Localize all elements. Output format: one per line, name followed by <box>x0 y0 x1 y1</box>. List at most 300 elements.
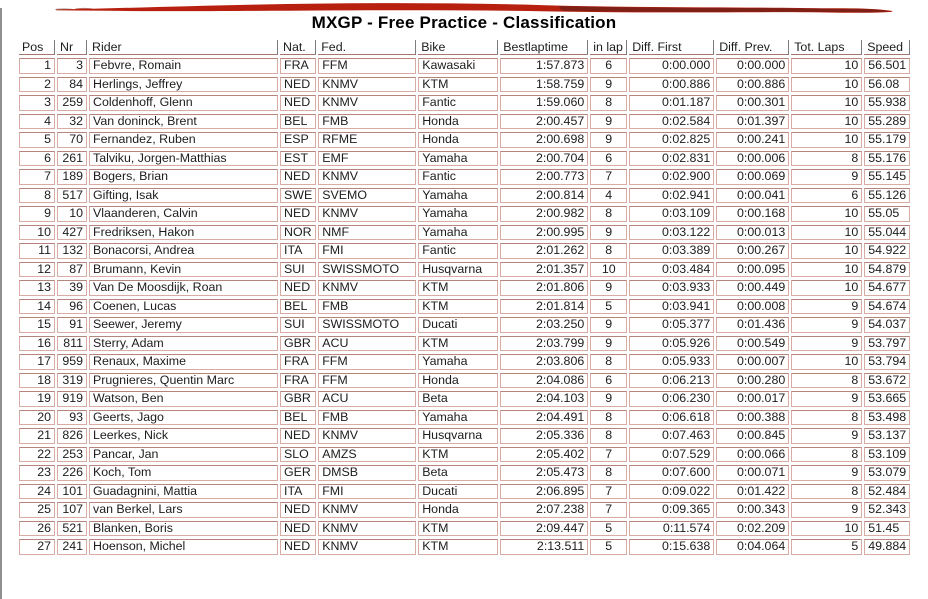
table-row <box>19 521 910 537</box>
cell-nr: 91 <box>57 317 87 333</box>
cell-bike: Yamaha <box>418 151 498 167</box>
cell-speed: 56.08 <box>864 77 910 93</box>
cell-bestlaptime: 2:04.491 <box>500 410 588 426</box>
cell-rider: Pancar, Jan <box>89 447 278 463</box>
cell-speed: 55.289 <box>864 114 910 130</box>
cell-diff_prev: 0:00.000 <box>716 58 789 74</box>
cell-rider: Geerts, Jago <box>89 410 278 426</box>
cell-nr: 10 <box>57 206 87 222</box>
cell-pos: 11 <box>19 243 55 259</box>
table-row <box>19 465 910 481</box>
cell-fed: FFM <box>318 354 416 370</box>
table-row <box>19 169 910 185</box>
cell-rider: Febvre, Romain <box>89 58 278 74</box>
cell-in_lap: 9 <box>590 317 627 333</box>
cell-tot_laps: 10 <box>791 280 862 296</box>
cell-diff_prev: 0:00.066 <box>716 447 789 463</box>
column-header-fed: Fed. <box>318 40 416 55</box>
cell-tot_laps: 8 <box>791 484 862 500</box>
cell-nr: 87 <box>57 262 87 278</box>
cell-pos: 3 <box>19 95 55 111</box>
cell-diff_prev: 0:00.017 <box>716 391 789 407</box>
cell-pos: 26 <box>19 521 55 537</box>
cell-bestlaptime: 2:01.357 <box>500 262 588 278</box>
cell-fed: KNMV <box>318 539 416 555</box>
cell-rider: Bonacorsi, Andrea <box>89 243 278 259</box>
cell-pos: 22 <box>19 447 55 463</box>
cell-bestlaptime: 2:03.799 <box>500 336 588 352</box>
cell-speed: 54.922 <box>864 243 910 259</box>
cell-rider: Koch, Tom <box>89 465 278 481</box>
table-row <box>19 484 910 500</box>
cell-nat: BEL <box>280 410 316 426</box>
cell-in_lap: 8 <box>590 243 627 259</box>
cell-bestlaptime: 2:05.473 <box>500 465 588 481</box>
cell-bike: Yamaha <box>418 410 498 426</box>
column-header-diff_prev: Diff. Prev. <box>716 40 789 55</box>
cell-nr: 93 <box>57 410 87 426</box>
cell-diff_first: 0:02.831 <box>629 151 714 167</box>
cell-tot_laps: 8 <box>791 151 862 167</box>
cell-diff_prev: 0:00.006 <box>716 151 789 167</box>
cell-diff_prev: 0:01.422 <box>716 484 789 500</box>
cell-speed: 52.484 <box>864 484 910 500</box>
cell-tot_laps: 8 <box>791 410 862 426</box>
cell-bestlaptime: 1:58.759 <box>500 77 588 93</box>
cell-in_lap: 8 <box>590 465 627 481</box>
cell-nat: FRA <box>280 58 316 74</box>
cell-nat: SLO <box>280 447 316 463</box>
cell-diff_prev: 0:00.301 <box>716 95 789 111</box>
cell-tot_laps: 10 <box>791 58 862 74</box>
cell-fed: AMZS <box>318 447 416 463</box>
cell-diff_prev: 0:00.449 <box>716 280 789 296</box>
cell-nat: EST <box>280 151 316 167</box>
cell-diff_first: 0:03.122 <box>629 225 714 241</box>
cell-bestlaptime: 2:01.806 <box>500 280 588 296</box>
cell-speed: 56.501 <box>864 58 910 74</box>
cell-diff_prev: 0:00.041 <box>716 188 789 204</box>
cell-tot_laps: 9 <box>791 465 862 481</box>
cell-bike: KTM <box>418 447 498 463</box>
cell-bike: Honda <box>418 502 498 518</box>
cell-diff_prev: 0:00.071 <box>716 465 789 481</box>
cell-diff_first: 0:06.230 <box>629 391 714 407</box>
cell-nr: 919 <box>57 391 87 407</box>
cell-in_lap: 8 <box>590 95 627 111</box>
table-row <box>19 336 910 352</box>
cell-in_lap: 9 <box>590 114 627 130</box>
cell-diff_first: 0:05.933 <box>629 354 714 370</box>
cell-nat: NED <box>280 169 316 185</box>
cell-bestlaptime: 2:00.457 <box>500 114 588 130</box>
cell-nat: FRA <box>280 373 316 389</box>
cell-nr: 427 <box>57 225 87 241</box>
cell-nr: 521 <box>57 521 87 537</box>
cell-speed: 54.677 <box>864 280 910 296</box>
cell-in_lap: 9 <box>590 336 627 352</box>
cell-diff_first: 0:03.109 <box>629 206 714 222</box>
cell-tot_laps: 9 <box>791 336 862 352</box>
table-row <box>19 188 910 204</box>
cell-diff_first: 0:09.365 <box>629 502 714 518</box>
cell-diff_first: 0:03.933 <box>629 280 714 296</box>
cell-diff_prev: 0:00.168 <box>716 206 789 222</box>
cell-tot_laps: 10 <box>791 77 862 93</box>
cell-bike: Husqvarna <box>418 428 498 444</box>
cell-nr: 261 <box>57 151 87 167</box>
cell-nat: NOR <box>280 225 316 241</box>
cell-nr: 84 <box>57 77 87 93</box>
cell-nr: 32 <box>57 114 87 130</box>
cell-speed: 51.45 <box>864 521 910 537</box>
cell-bestlaptime: 2:00.773 <box>500 169 588 185</box>
cell-speed: 49.884 <box>864 539 910 555</box>
cell-diff_first: 0:15.638 <box>629 539 714 555</box>
table-row <box>19 410 910 426</box>
cell-fed: FMI <box>318 243 416 259</box>
cell-diff_first: 0:07.600 <box>629 465 714 481</box>
cell-pos: 24 <box>19 484 55 500</box>
table-row <box>19 280 910 296</box>
cell-bestlaptime: 2:03.806 <box>500 354 588 370</box>
cell-pos: 23 <box>19 465 55 481</box>
cell-bike: KTM <box>418 521 498 537</box>
cell-tot_laps: 9 <box>791 299 862 315</box>
cell-pos: 17 <box>19 354 55 370</box>
cell-fed: KNMV <box>318 428 416 444</box>
cell-nr: 319 <box>57 373 87 389</box>
cell-nat: GBR <box>280 336 316 352</box>
cell-rider: Coenen, Lucas <box>89 299 278 315</box>
cell-fed: FMB <box>318 299 416 315</box>
cell-fed: KNMV <box>318 95 416 111</box>
cell-nat: BEL <box>280 299 316 315</box>
cell-speed: 55.044 <box>864 225 910 241</box>
cell-tot_laps: 9 <box>791 502 862 518</box>
cell-nr: 226 <box>57 465 87 481</box>
cell-nat: NED <box>280 95 316 111</box>
cell-in_lap: 8 <box>590 410 627 426</box>
cell-tot_laps: 9 <box>791 428 862 444</box>
cell-speed: 54.879 <box>864 262 910 278</box>
table-row <box>19 58 910 74</box>
table-row <box>19 539 910 555</box>
column-header-in_lap: in lap <box>590 40 627 55</box>
cell-rider: Seewer, Jeremy <box>89 317 278 333</box>
cell-fed: DMSB <box>318 465 416 481</box>
cell-pos: 8 <box>19 188 55 204</box>
column-header-nat: Nat. <box>280 40 316 55</box>
cell-speed: 53.109 <box>864 447 910 463</box>
cell-diff_first: 0:03.941 <box>629 299 714 315</box>
cell-in_lap: 6 <box>590 373 627 389</box>
cell-pos: 7 <box>19 169 55 185</box>
cell-fed: FMI <box>318 484 416 500</box>
cell-speed: 53.079 <box>864 465 910 481</box>
cell-rider: Hoenson, Michel <box>89 539 278 555</box>
table-row <box>19 373 910 389</box>
cell-pos: 21 <box>19 428 55 444</box>
table-row <box>19 299 910 315</box>
cell-speed: 55.938 <box>864 95 910 111</box>
cell-speed: 53.137 <box>864 428 910 444</box>
cell-nr: 96 <box>57 299 87 315</box>
cell-pos: 13 <box>19 280 55 296</box>
cell-diff_prev: 0:00.095 <box>716 262 789 278</box>
cell-bike: Fantic <box>418 169 498 185</box>
cell-bike: KTM <box>418 299 498 315</box>
table-row <box>19 447 910 463</box>
table-row <box>19 354 910 370</box>
cell-bike: KTM <box>418 280 498 296</box>
page-title: MXGP - Free Practice - Classification <box>311 13 617 32</box>
cell-nat: SUI <box>280 262 316 278</box>
cell-diff_prev: 0:02.209 <box>716 521 789 537</box>
cell-pos: 9 <box>19 206 55 222</box>
cell-fed: ACU <box>318 391 416 407</box>
cell-diff_prev: 0:00.267 <box>716 243 789 259</box>
cell-diff_first: 0:02.825 <box>629 132 714 148</box>
cell-fed: ACU <box>318 336 416 352</box>
cell-speed: 54.674 <box>864 299 910 315</box>
cell-diff_prev: 0:00.013 <box>716 225 789 241</box>
cell-nat: NED <box>280 428 316 444</box>
cell-in_lap: 7 <box>590 484 627 500</box>
cell-nr: 959 <box>57 354 87 370</box>
cell-diff_first: 0:02.584 <box>629 114 714 130</box>
cell-rider: Gifting, Isak <box>89 188 278 204</box>
cell-pos: 18 <box>19 373 55 389</box>
cell-diff_first: 0:03.484 <box>629 262 714 278</box>
cell-in_lap: 7 <box>590 447 627 463</box>
table-row <box>19 317 910 333</box>
cell-fed: KNMV <box>318 206 416 222</box>
cell-fed: KNMV <box>318 521 416 537</box>
cell-bestlaptime: 2:00.982 <box>500 206 588 222</box>
cell-fed: FFM <box>318 373 416 389</box>
cell-diff_first: 0:00.000 <box>629 58 714 74</box>
cell-bike: Ducati <box>418 317 498 333</box>
cell-nat: NED <box>280 77 316 93</box>
cell-fed: RFME <box>318 132 416 148</box>
cell-bestlaptime: 2:01.262 <box>500 243 588 259</box>
cell-speed: 52.343 <box>864 502 910 518</box>
cell-fed: FMB <box>318 114 416 130</box>
cell-tot_laps: 8 <box>791 447 862 463</box>
cell-bike: Ducati <box>418 484 498 500</box>
cell-bestlaptime: 2:05.402 <box>500 447 588 463</box>
table-row <box>19 206 910 222</box>
cell-diff_prev: 0:00.007 <box>716 354 789 370</box>
cell-rider: Prugnieres, Quentin Marc <box>89 373 278 389</box>
cell-bike: Beta <box>418 465 498 481</box>
cell-bestlaptime: 2:00.995 <box>500 225 588 241</box>
cell-pos: 19 <box>19 391 55 407</box>
cell-speed: 55.126 <box>864 188 910 204</box>
cell-pos: 6 <box>19 151 55 167</box>
cell-nat: BEL <box>280 114 316 130</box>
cell-bestlaptime: 2:00.698 <box>500 132 588 148</box>
cell-in_lap: 7 <box>590 502 627 518</box>
cell-pos: 14 <box>19 299 55 315</box>
cell-tot_laps: 10 <box>791 95 862 111</box>
column-header-tot_laps: Tot. Laps <box>791 40 862 55</box>
cell-pos: 2 <box>19 77 55 93</box>
cell-tot_laps: 9 <box>791 391 862 407</box>
cell-bestlaptime: 2:09.447 <box>500 521 588 537</box>
cell-bike: Beta <box>418 391 498 407</box>
cell-in_lap: 5 <box>590 521 627 537</box>
cell-diff_first: 0:03.389 <box>629 243 714 259</box>
cell-rider: Fredriksen, Hakon <box>89 225 278 241</box>
cell-rider: Herlings, Jeffrey <box>89 77 278 93</box>
table-row <box>19 77 910 93</box>
cell-in_lap: 6 <box>590 151 627 167</box>
table-row <box>19 428 910 444</box>
cell-nr: 189 <box>57 169 87 185</box>
cell-nr: 132 <box>57 243 87 259</box>
cell-in_lap: 4 <box>590 188 627 204</box>
cell-pos: 5 <box>19 132 55 148</box>
cell-diff_prev: 0:04.064 <box>716 539 789 555</box>
table-header-row <box>19 40 910 55</box>
cell-diff_first: 0:01.187 <box>629 95 714 111</box>
cell-nat: SUI <box>280 317 316 333</box>
cell-in_lap: 8 <box>590 428 627 444</box>
cell-diff_first: 0:09.022 <box>629 484 714 500</box>
cell-bestlaptime: 1:57.873 <box>500 58 588 74</box>
cell-pos: 10 <box>19 225 55 241</box>
cell-fed: SWISSMOTO <box>318 317 416 333</box>
cell-tot_laps: 9 <box>791 317 862 333</box>
cell-speed: 55.05 <box>864 206 910 222</box>
table-body <box>19 58 910 555</box>
cell-nat: NED <box>280 280 316 296</box>
cell-diff_prev: 0:00.549 <box>716 336 789 352</box>
cell-nat: FRA <box>280 354 316 370</box>
cell-in_lap: 5 <box>590 539 627 555</box>
cell-tot_laps: 10 <box>791 243 862 259</box>
cell-speed: 53.672 <box>864 373 910 389</box>
cell-bestlaptime: 2:07.238 <box>500 502 588 518</box>
table-row <box>19 151 910 167</box>
table-row <box>19 243 910 259</box>
table-row <box>19 391 910 407</box>
column-header-nr: Nr <box>57 40 87 55</box>
column-header-bestlaptime: Bestlaptime <box>500 40 588 55</box>
cell-diff_first: 0:06.213 <box>629 373 714 389</box>
cell-speed: 54.037 <box>864 317 910 333</box>
cell-speed: 53.797 <box>864 336 910 352</box>
cell-bestlaptime: 2:01.814 <box>500 299 588 315</box>
cell-bike: Yamaha <box>418 188 498 204</box>
cell-nat: ITA <box>280 243 316 259</box>
cell-in_lap: 9 <box>590 391 627 407</box>
cell-bike: Kawasaki <box>418 58 498 74</box>
cell-bike: KTM <box>418 336 498 352</box>
cell-fed: KNMV <box>318 169 416 185</box>
cell-tot_laps: 6 <box>791 188 862 204</box>
cell-nr: 3 <box>57 58 87 74</box>
cell-fed: KNMV <box>318 502 416 518</box>
cell-bestlaptime: 1:59.060 <box>500 95 588 111</box>
cell-fed: EMF <box>318 151 416 167</box>
cell-in_lap: 8 <box>590 206 627 222</box>
cell-bike: Honda <box>418 132 498 148</box>
cell-diff_first: 0:05.377 <box>629 317 714 333</box>
cell-rider: Sterry, Adam <box>89 336 278 352</box>
cell-tot_laps: 10 <box>791 132 862 148</box>
cell-pos: 27 <box>19 539 55 555</box>
cell-tot_laps: 10 <box>791 521 862 537</box>
cell-fed: FMB <box>318 410 416 426</box>
cell-in_lap: 10 <box>590 262 627 278</box>
cell-diff_first: 0:02.900 <box>629 169 714 185</box>
cell-nr: 101 <box>57 484 87 500</box>
cell-rider: Van doninck, Brent <box>89 114 278 130</box>
cell-tot_laps: 10 <box>791 354 862 370</box>
cell-pos: 12 <box>19 262 55 278</box>
cell-rider: Bogers, Brian <box>89 169 278 185</box>
cell-tot_laps: 10 <box>791 114 862 130</box>
cell-nat: NED <box>280 539 316 555</box>
cell-fed: FFM <box>318 58 416 74</box>
cell-bestlaptime: 2:00.704 <box>500 151 588 167</box>
cell-diff_first: 0:07.463 <box>629 428 714 444</box>
cell-rider: Van De Moosdijk, Roan <box>89 280 278 296</box>
cell-nr: 107 <box>57 502 87 518</box>
cell-in_lap: 9 <box>590 132 627 148</box>
cell-rider: Leerkes, Nick <box>89 428 278 444</box>
cell-bestlaptime: 2:03.250 <box>500 317 588 333</box>
cell-rider: Vlaanderen, Calvin <box>89 206 278 222</box>
cell-bike: Honda <box>418 373 498 389</box>
cell-nat: GBR <box>280 391 316 407</box>
cell-diff_prev: 0:00.008 <box>716 299 789 315</box>
cell-bike: Fantic <box>418 243 498 259</box>
cell-bike: Fantic <box>418 95 498 111</box>
cell-diff_first: 0:05.926 <box>629 336 714 352</box>
column-header-pos: Pos <box>19 40 55 55</box>
cell-diff_first: 0:07.529 <box>629 447 714 463</box>
cell-diff_prev: 0:00.886 <box>716 77 789 93</box>
cell-diff_prev: 0:01.436 <box>716 317 789 333</box>
cell-nr: 811 <box>57 336 87 352</box>
cell-bestlaptime: 2:13.511 <box>500 539 588 555</box>
cell-bestlaptime: 2:04.103 <box>500 391 588 407</box>
cell-nat: GER <box>280 465 316 481</box>
cell-tot_laps: 10 <box>791 225 862 241</box>
cell-nat: ITA <box>280 484 316 500</box>
cell-tot_laps: 10 <box>791 262 862 278</box>
cell-speed: 53.498 <box>864 410 910 426</box>
cell-rider: Fernandez, Ruben <box>89 132 278 148</box>
cell-speed: 55.176 <box>864 151 910 167</box>
cell-tot_laps: 5 <box>791 539 862 555</box>
cell-diff_prev: 0:00.343 <box>716 502 789 518</box>
cell-nat: NED <box>280 206 316 222</box>
cell-speed: 53.794 <box>864 354 910 370</box>
cell-in_lap: 7 <box>590 169 627 185</box>
table-row <box>19 114 910 130</box>
table-row <box>19 132 910 148</box>
classification-table <box>17 37 912 558</box>
cell-in_lap: 9 <box>590 225 627 241</box>
cell-rider: Brumann, Kevin <box>89 262 278 278</box>
cell-nr: 253 <box>57 447 87 463</box>
cell-bike: Yamaha <box>418 206 498 222</box>
